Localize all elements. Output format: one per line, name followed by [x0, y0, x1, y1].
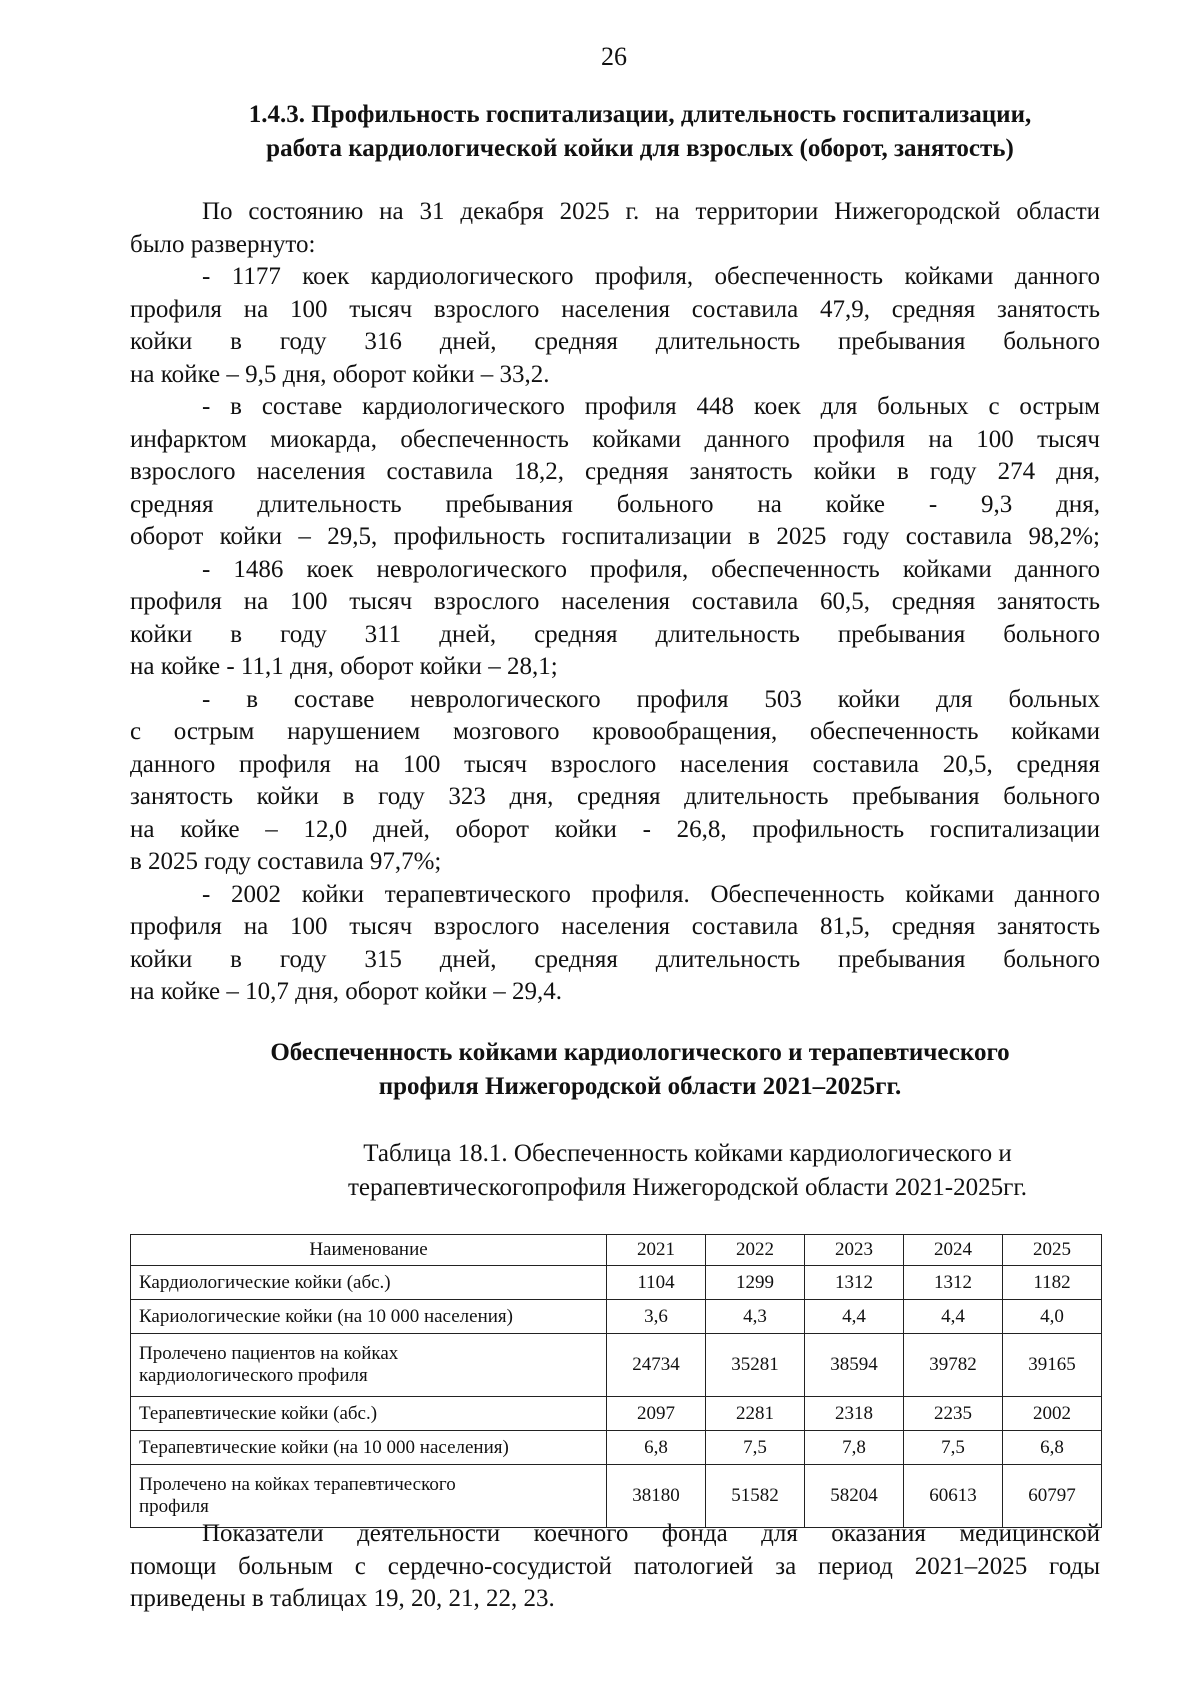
table-cell: 1312: [904, 1266, 1003, 1300]
column-header: Наименование: [131, 1235, 607, 1266]
text-line: - 2002 койки терапевтического профиля. Обеспеченность койками данного: [202, 880, 1100, 908]
page-number: 26: [601, 42, 627, 71]
table-caption-line: Таблица 18.1. Обеспеченность койками кардиологического и: [363, 1140, 1012, 1167]
text-line: профиля на 100 тысяч взрослого населения составила 81,5, средняя занятость: [130, 913, 1100, 940]
text-line: Показатели деятельности коечного фонда для оказания медицинской: [202, 1520, 1100, 1547]
text-line: с острым нарушением мозгового кровообращения, обеспеченность койками: [130, 718, 1100, 745]
text-line: койки в году 316 дней, средняя длительность пребывания больного: [130, 328, 1100, 355]
text-line: на койке – 12,0 дней, оборот койки - 26,8, профильность госпитализации: [130, 815, 1100, 843]
table-cell: 51582: [706, 1465, 805, 1528]
table-cell: 2002: [1003, 1397, 1102, 1431]
table-section-heading-line: Обеспеченность койками кардиологического и терапевтического: [270, 1039, 1010, 1066]
table-cell: 24734: [607, 1334, 706, 1397]
text-line: на койке – 10,7 дня, оборот койки – 29,4.: [130, 978, 563, 1005]
row-label-line: профиля: [139, 1496, 209, 1517]
table-cell: 4,4: [805, 1300, 904, 1334]
table-cell: 6,8: [607, 1431, 706, 1465]
row-label-line: Пролечено пациентов на койках: [139, 1343, 399, 1364]
table-cell: 38594: [805, 1334, 904, 1397]
table-header-row: [131, 1235, 1102, 1266]
table-cell: 4,4: [904, 1300, 1003, 1334]
column-header: 2023: [805, 1235, 904, 1266]
row-label: Терапевтические койки (абс.): [131, 1397, 607, 1431]
text-line: помощи больным с сердечно-сосудистой патологией за период 2021–2025 годы: [130, 1552, 1100, 1580]
main-text: [130, 196, 1100, 1009]
table-cell: 39782: [904, 1334, 1003, 1397]
text-line: койки в году 315 дней, средняя длительность пребывания больного: [130, 945, 1100, 973]
table-caption-line: терапевтическогопрофиля Нижегородской области 2021-2025гг.: [347, 1174, 1028, 1201]
table-cell: 1104: [607, 1266, 706, 1300]
table-section-heading-line: профиля Нижегородской области 2021–2025гг.: [378, 1073, 902, 1100]
column-header: 2025: [1003, 1235, 1102, 1266]
beds-table: [130, 1234, 1102, 1528]
text-line: средняя длительность пребывания больного на койке - 9,3 дня,: [130, 490, 1100, 518]
table-row: [131, 1397, 1102, 1431]
table-cell: 2318: [805, 1397, 904, 1431]
column-header: 2024: [904, 1235, 1003, 1266]
table-row: [131, 1431, 1102, 1465]
text-line: оборот койки – 29,5, профильность госпитализации в 2025 году составила 98,2%;: [130, 523, 1100, 550]
text-line: взрослого населения составила 18,2, средняя занятость койки в году 274 дня,: [130, 458, 1100, 485]
text-line: - в составе неврологического профиля 503 койки для больных: [202, 685, 1100, 713]
table-cell: 38180: [607, 1465, 706, 1528]
row-label: Кариологические койки (на 10 000 населения): [131, 1300, 607, 1334]
text-line: койки в году 311 дней, средняя длительность пребывания больного: [130, 620, 1100, 648]
table-caption: [150, 1137, 1200, 1205]
table-cell: 6,8: [1003, 1431, 1102, 1465]
text-line: инфарктом миокарда, обеспеченность койками данного профиля на 100 тысяч: [130, 425, 1100, 453]
table-cell: 58204: [805, 1465, 904, 1528]
text-line: занятость койки в году 323 дня, средняя длительность пребывания больного: [130, 783, 1100, 810]
text-line: в 2025 году составила 97,7%;: [130, 848, 442, 875]
table-cell: 1299: [706, 1266, 805, 1300]
column-header: 2021: [607, 1235, 706, 1266]
text-line: По состоянию на 31 декабря 2025 г. на территории Нижегородской области: [202, 198, 1100, 225]
row-label: [131, 1334, 607, 1397]
row-label-line: кардиологического профиля: [139, 1365, 368, 1386]
table-cell: 60613: [904, 1465, 1003, 1528]
text-line: профиля на 100 тысяч взрослого населения составила 60,5, средняя занятость: [130, 588, 1100, 615]
section-heading-line: работа кардиологической койки для взрослых (оборот, занятость): [266, 135, 1014, 162]
section-heading: [150, 98, 1130, 166]
text-line: - 1486 коек неврологического профиля, обеспеченность койками данного: [202, 555, 1100, 583]
section-heading-line: 1.4.3. Профильность госпитализации, длительность госпитализации,: [248, 101, 1032, 128]
table-cell: 2097: [607, 1397, 706, 1431]
table-cell: 39165: [1003, 1334, 1102, 1397]
text-line: было развернуто:: [130, 230, 316, 258]
closing-paragraph: [130, 1518, 1100, 1616]
table-row: [131, 1300, 1102, 1334]
table-cell: 2235: [904, 1397, 1003, 1431]
table-cell: 3,6: [607, 1300, 706, 1334]
text-line: данного профиля на 100 тысяч взрослого населения составила 20,5, средняя: [130, 750, 1100, 778]
table-cell: 7,5: [706, 1431, 805, 1465]
row-label: Кардиологические койки (абс.): [131, 1266, 607, 1300]
text-line: приведены в таблицах 19, 20, 21, 22, 23.: [130, 1585, 555, 1612]
table-cell: 4,3: [706, 1300, 805, 1334]
text-line: на койке – 9,5 дня, оборот койки – 33,2.: [130, 360, 550, 388]
table-cell: 60797: [1003, 1465, 1102, 1528]
text-line: профиля на 100 тысяч взрослого населения составила 47,9, средняя занятость: [130, 295, 1100, 323]
column-header: 2022: [706, 1235, 805, 1266]
table-cell: 1182: [1003, 1266, 1102, 1300]
table-cell: 4,0: [1003, 1300, 1102, 1334]
text-line: - 1177 коек кардиологического профиля, обеспеченность койками данного: [202, 263, 1100, 290]
text-line: - в составе кардиологического профиля 448 коек для больных с острым: [202, 393, 1100, 420]
row-label: Терапевтические койки (на 10 000 населения): [131, 1431, 607, 1465]
table-cell: 1312: [805, 1266, 904, 1300]
table-cell: 7,5: [904, 1431, 1003, 1465]
table-row: [131, 1334, 1102, 1397]
table-row: [131, 1266, 1102, 1300]
row-label-line: Пролечено на койках терапевтического: [139, 1474, 456, 1495]
text-line: на койке - 11,1 дня, оборот койки – 28,1;: [130, 653, 558, 680]
table-section-heading: [150, 1036, 1130, 1104]
table-cell: 35281: [706, 1334, 805, 1397]
table-cell: 7,8: [805, 1431, 904, 1465]
table-cell: 2281: [706, 1397, 805, 1431]
